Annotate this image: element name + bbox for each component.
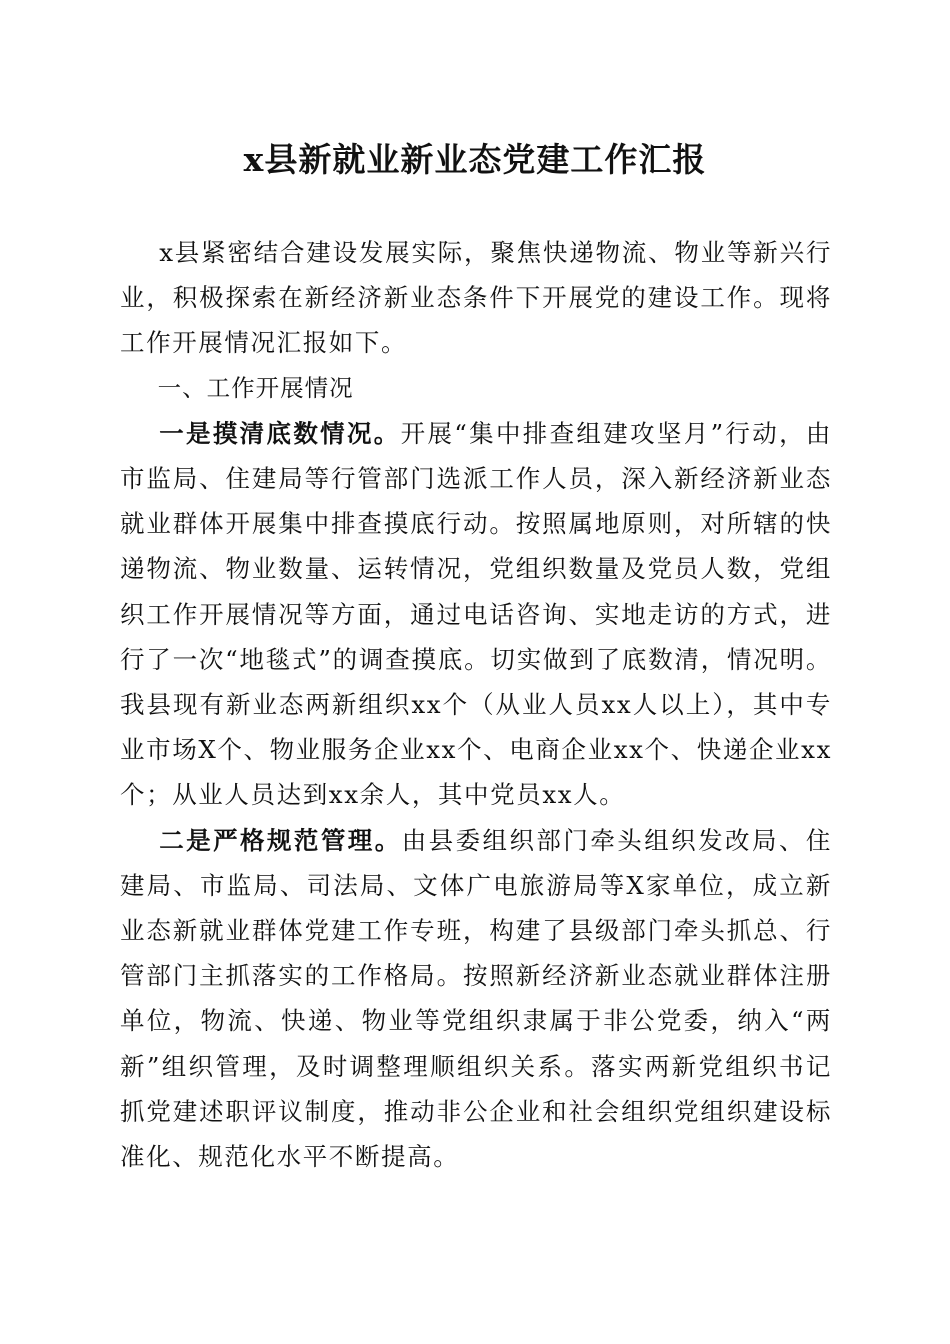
document-title: x县新就业新业态党建工作汇报 [243,140,707,179]
item-2-lead: 二是严格规范管理。 [159,825,402,855]
item-1-lead: 一是摸清底数情况。 [159,418,401,448]
item-paragraph-1 [120,411,832,818]
item-2-text: 由县委组织部门牵头组织发改局、住建局、市监局、司法局、文体广电旅游局等X家单位，成立新业态新就业群体党建工作专班，构建了县级部门牵头抓总、行管部门主抓落实的工作格局。按照新经济新业态就业群体注册单位，物流、快递、物业等党组织隶属于非公党委，纳入“两新”组织管理，及时调整理顺组织关系。落实两新党组织书记抓党建述职评议制度，推动非公企业和社会组织党组织建设标准化、规范化水平不断提高。 [120,825,832,1172]
item-1-text: 开展“集中排查组建攻坚月”行动，由市监局、住建局等行管部门选派工作人员，深入新经济新业态就业群体开展集中排查摸底行动。按照属地原则，对所辖的快递物流、物业数量、运转情况，党组织数量及党员人数，党组织工作开展情况等方面，通过电话咨询、实地走访的方式，进行了一次“地毯式”的调查摸底。切实做到了底数清，情况明。我县现有新业态两新组织xx个（从业人员xx人以上），其中专业市场X个、物业服务企业xx个、电商企业xx个、快递企业xx个；从业人员达到xx余人，其中党员xx人。 [120,418,832,810]
document-body [120,230,832,1179]
intro-paragraph: x县紧密结合建设发展实际，聚焦快递物流、物业等新兴行业，积极探索在新经济新业态条件下开展党的建设工作。现将工作开展情况汇报如下。 [120,238,832,358]
section-heading: 一、工作开展情况 [157,373,354,402]
item-paragraph-2 [120,818,832,1180]
